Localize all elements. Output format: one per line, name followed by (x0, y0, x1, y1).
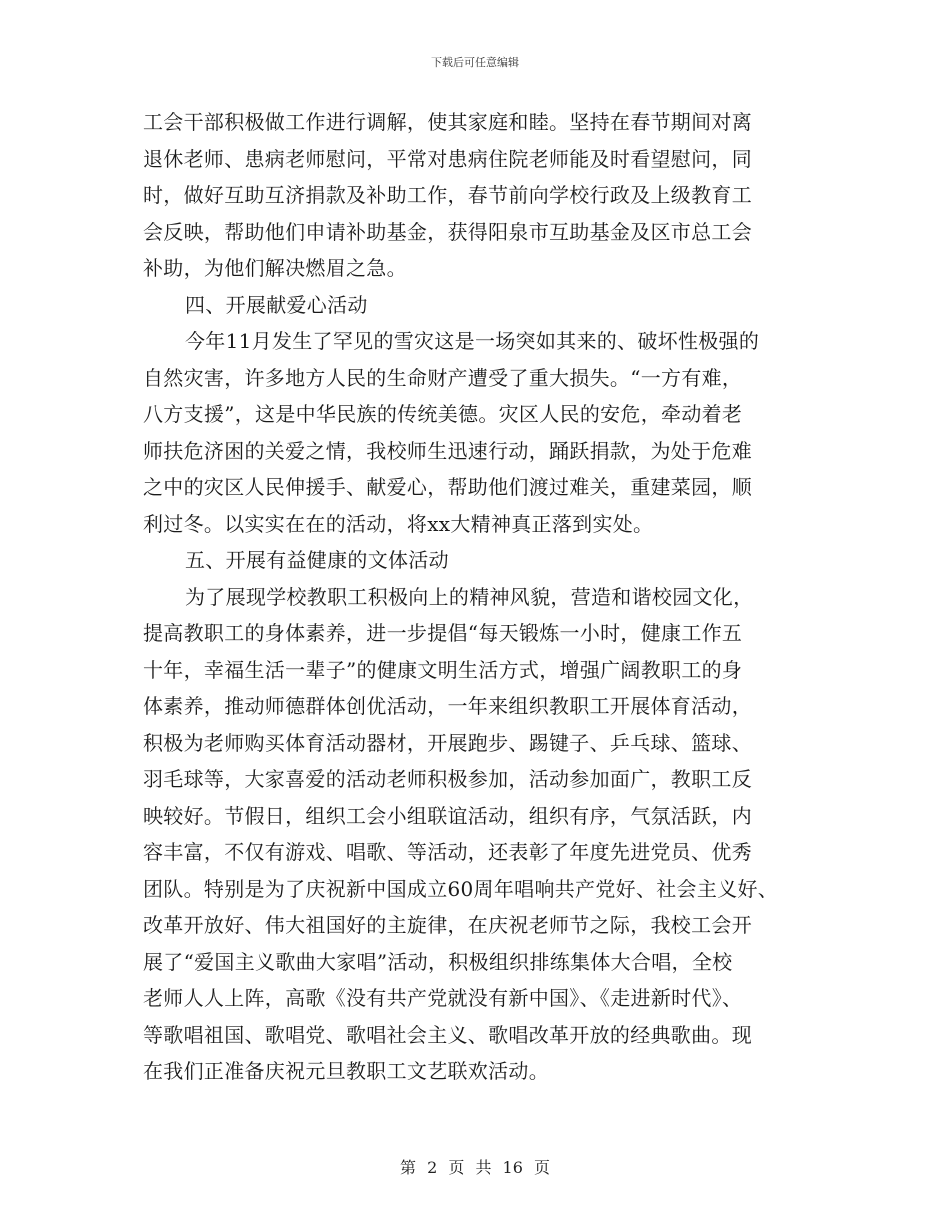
text-line: 十年，幸福生活一辈子”的健康文明生活方式，增强广阔教职工的身 (143, 657, 743, 682)
text-line: 为了展现学校教职工积极向上的精神风貌，营造和谐校园文化， (185, 584, 754, 609)
text-line: 师扶危济困的关爱之情，我校师生迅速行动，踊跃捐款，为处于危难 (143, 438, 752, 463)
text-line: 展了“爱国主义歌曲大家唱”活动，积极组织排练集体大合唱，全校 (143, 949, 733, 974)
page-number-footer: 第 2 页 共 16 页 (400, 1158, 550, 1177)
text-line: 八方支援”，这是中华民族的传统美德。灾区人民的安危，牵动着老 (143, 402, 743, 426)
text-line: 容丰富，不仅有游戏、唱歌、等活动，还表彰了年度先进党员、优秀 (143, 840, 752, 864)
text-line: 今年11月发生了罕见的雪灾这是一场突如其来的、破坏性极强的 (185, 329, 760, 353)
text-line: 老师人人上阵，高歌《没有共产党就没有新中国》、《走进新时代》、 (143, 986, 743, 1010)
page-header: 下载后可任意编辑 (431, 56, 519, 69)
text-line: 改革开放好、伟大祖国好的主旋律，在庆祝老师节之际，我校工会开 (143, 913, 752, 937)
text-line: 团队。特别是为了庆祝新中国成立60周年唱响共产党好、社会主义好、 (143, 876, 779, 901)
text-line: 等歌唱祖国、歌唱党、歌唱社会主义、歌唱改革开放的经典歌曲。现 (143, 1022, 752, 1047)
text-line: 在我们正准备庆祝元旦教职工文艺联欢活动。 (143, 1059, 549, 1083)
text-line: 体素养，推动师德群体创优活动，一年来组织教职工开展体育活动， (143, 694, 752, 718)
text-line: 利过冬。以实实在在的活动，将xx大精神真正落到实处。 (143, 511, 654, 536)
text-line: 自然灾害，许多地方人民的生命财产遭受了重大损失。“一方有难， (143, 365, 743, 390)
text-line: 时，做好互助互济捐款及补助工作，春节前向学校行政及上级教育工 (143, 183, 752, 207)
text-line: 工会干部积极做工作进行调解，使其家庭和睦。坚持在春节期间对离 (143, 110, 752, 134)
text-line: 补助，为他们解决燃眉之急。 (143, 256, 407, 280)
text-line: 羽毛球等，大家喜爱的活动老师积极参加，活动参加面广，教职工反 (143, 767, 752, 791)
text-line: 退休老师、患病老师慰问，平常对患病住院老师能及时看望慰问，同 (143, 146, 752, 171)
text-line: 映较好。节假日，组织工会小组联谊活动，组织有序，气氛活跃，内 (143, 803, 752, 828)
text-line: 提高教职工的身体素养，进一步提倡“每天锻炼一小时，健康工作五 (143, 621, 743, 645)
text-line: 积极为老师购买体育活动器材，开展跑步、踢键子、乒乓球、篮球、 (143, 730, 752, 755)
document-body (143, 104, 815, 1090)
text-line: 会反映，帮助他们申请补助基金，获得阳泉市互助基金及区市总工会 (143, 219, 752, 244)
section-heading: 四、开展献爱心活动 (185, 292, 368, 317)
text-line: 之中的灾区人民伸援手、献爱心，帮助他们渡过难关，重建菜园，顺 (143, 475, 752, 499)
section-heading: 五、开展有益健康的文体活动 (185, 548, 449, 572)
